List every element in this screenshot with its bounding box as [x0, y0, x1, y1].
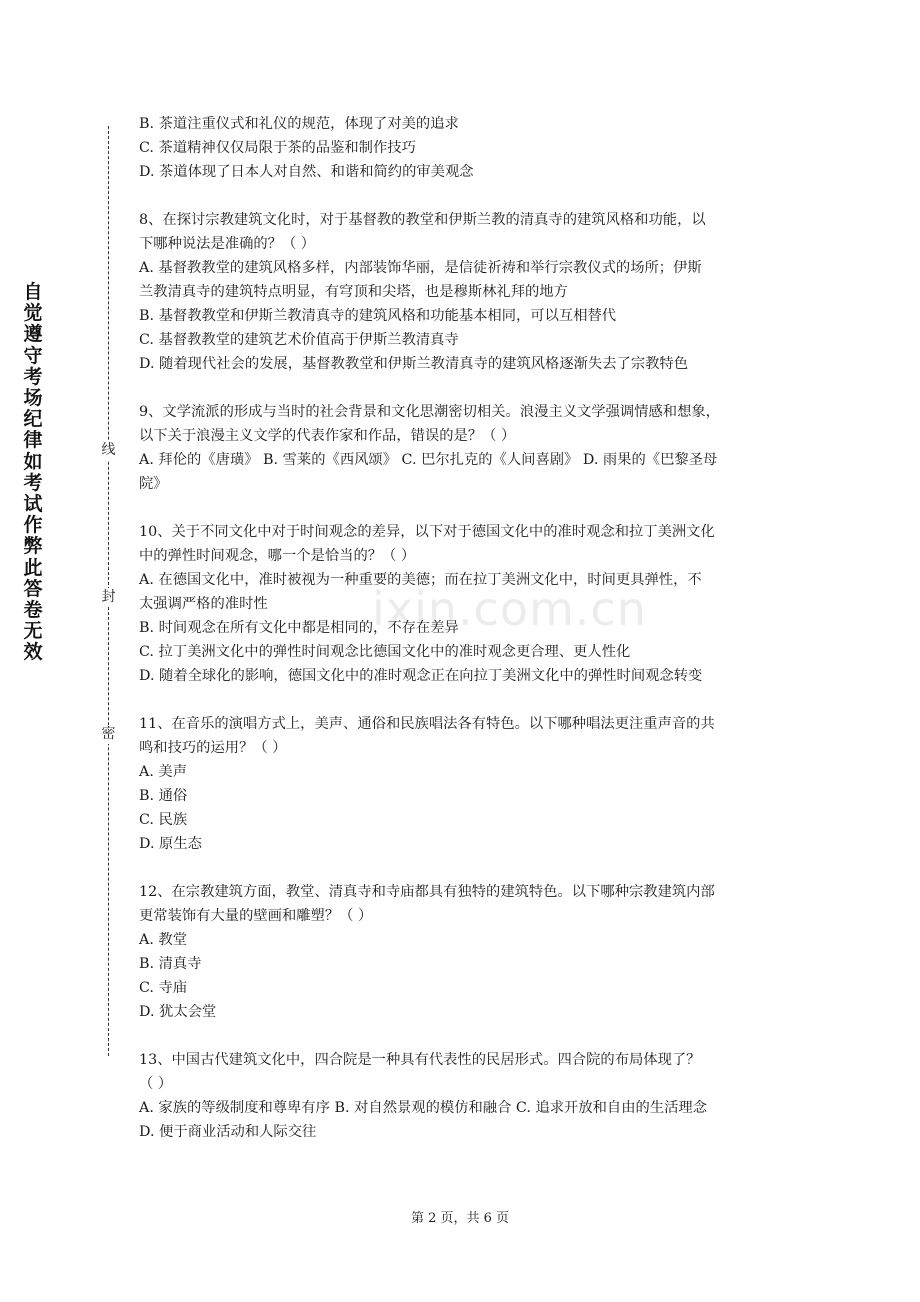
option-a-cont: 兰教清真寺的建筑特点明显，有穹顶和尖塔，也是穆斯林礼拜的地方 [139, 284, 568, 300]
question-stem: 9、文学流派的形成与当时的社会背景和文化思潮密切相关。浪漫主义文学强调情感和想象， [139, 404, 720, 420]
question-stem: 13、中国古代建筑文化中，四合院是一种具有代表性的民居形式。四合院的布局体现了？ [139, 1052, 701, 1068]
question-10 [139, 520, 783, 688]
seal-mark-seal: 封 [101, 589, 116, 605]
question-stem-cont: 更常装饰有大量的壁画和雕塑？（ ） [139, 908, 373, 924]
options-inline-cont: 院》 [139, 476, 168, 492]
exam-discipline-notice: 自觉遵守考场纪律如考试作弊此答卷无效 [23, 281, 43, 664]
question-stem: 8、在探讨宗教建筑文化时，对于基督教的教堂和伊斯兰教的清真寺的建筑风格和功能，以 [139, 212, 706, 228]
watermark: ixin.com.cn [372, 582, 647, 636]
question-9 [139, 400, 783, 496]
option-a: A. 基督教教堂的建筑风格多样，内部装饰华丽，是信徒祈祷和举行宗教仪式的场所；伊斯 [139, 260, 702, 276]
option-c: C. 民族 [139, 812, 188, 828]
question-11 [139, 712, 783, 856]
option-d: D. 随着现代社会的发展，基督教教堂和伊斯兰教清真寺的建筑风格逐渐失去了宗教特色 [139, 356, 689, 372]
seal-mark-secret: 密 [101, 726, 116, 742]
option-c: C. 寺庙 [139, 980, 188, 996]
option-d: D. 随着全球化的影响，德国文化中的准时观念正在向拉丁美洲文化中的弹性时间观念转变 [139, 668, 703, 684]
question-stem-cont: 中的弹性时间观念，哪一个是恰当的？（ ） [139, 548, 416, 564]
option-d: D. 犹太会堂 [139, 1004, 217, 1020]
option-a: A. 教堂 [139, 932, 188, 948]
question-12 [139, 880, 783, 1024]
option-b: B. 通俗 [139, 788, 188, 804]
option-c: C. 基督教教堂的建筑艺术价值高于伊斯兰教清真寺 [139, 332, 459, 348]
question-13 [139, 1048, 783, 1144]
options-inline: A. 拜伦的《唐璜》 B. 雪莱的《西风颂》 C. 巴尔扎克的《人间喜剧》 D. 雨果的《巴黎圣母 [139, 452, 718, 468]
option-a-cont: 太强调严格的准时性 [139, 596, 268, 612]
question-stem: 12、在宗教建筑方面，教堂、清真寺和寺庙都具有独特的建筑特色。以下哪种宗教建筑内部 [139, 884, 715, 900]
page-number: 第 2 页，共 6 页 [410, 1211, 510, 1226]
question-stem: 11、在音乐的演唱方式上，美声、通俗和民族唱法各有特色。以下哪种唱法更注重声音的共 [139, 716, 715, 732]
question-stem-cont: 以下关于浪漫主义文学的代表作家和作品，错误的是？（ ） [139, 428, 516, 444]
option-c: C. 拉丁美洲文化中的弹性时间观念比德国文化中的准时观念更合理、更人性化 [139, 644, 631, 660]
option-b: B. 时间观念在所有文化中都是相同的，不存在差异 [139, 620, 459, 636]
question-stem-cont: 下哪种说法是准确的？（ ） [139, 236, 316, 252]
question-content [139, 112, 783, 1144]
option-d: D. 便于商业活动和人际交往 [139, 1124, 317, 1140]
seal-mark-line: 线 [101, 442, 116, 458]
option-c: C. 茶道精神仅仅局限于茶的品鉴和制作技巧 [139, 140, 416, 156]
question-stem-cont: （ ） [139, 1076, 173, 1092]
question-stem: 10、关于不同文化中对于时间观念的差异，以下对于德国文化中的准时观念和拉丁美洲文化 [139, 524, 715, 540]
question-stem-cont: 鸣和技巧的运用？（ ） [139, 740, 287, 756]
options-inline: A. 家族的等级制度和尊卑有序 B. 对自然景观的模仿和融合 C. 追求开放和自由的生活理念 [139, 1100, 708, 1116]
option-b: B. 基督教教堂和伊斯兰教清真寺的建筑风格和功能基本相同，可以互相替代 [139, 308, 617, 324]
option-b: B. 茶道注重仪式和礼仪的规范，体现了对美的追求 [139, 116, 459, 132]
option-a: A. 在德国文化中，准时被视为一种重要的美德；而在拉丁美洲文化中，时间更具弹性，不 [139, 572, 702, 588]
option-d: D. 茶道体现了日本人对自然、和谐和简约的审美观念 [139, 164, 474, 180]
question-8 [139, 208, 783, 376]
option-a: A. 美声 [139, 764, 188, 780]
option-d: D. 原生态 [139, 836, 202, 852]
question-7-tail [139, 112, 783, 184]
option-b: B. 清真寺 [139, 956, 202, 972]
